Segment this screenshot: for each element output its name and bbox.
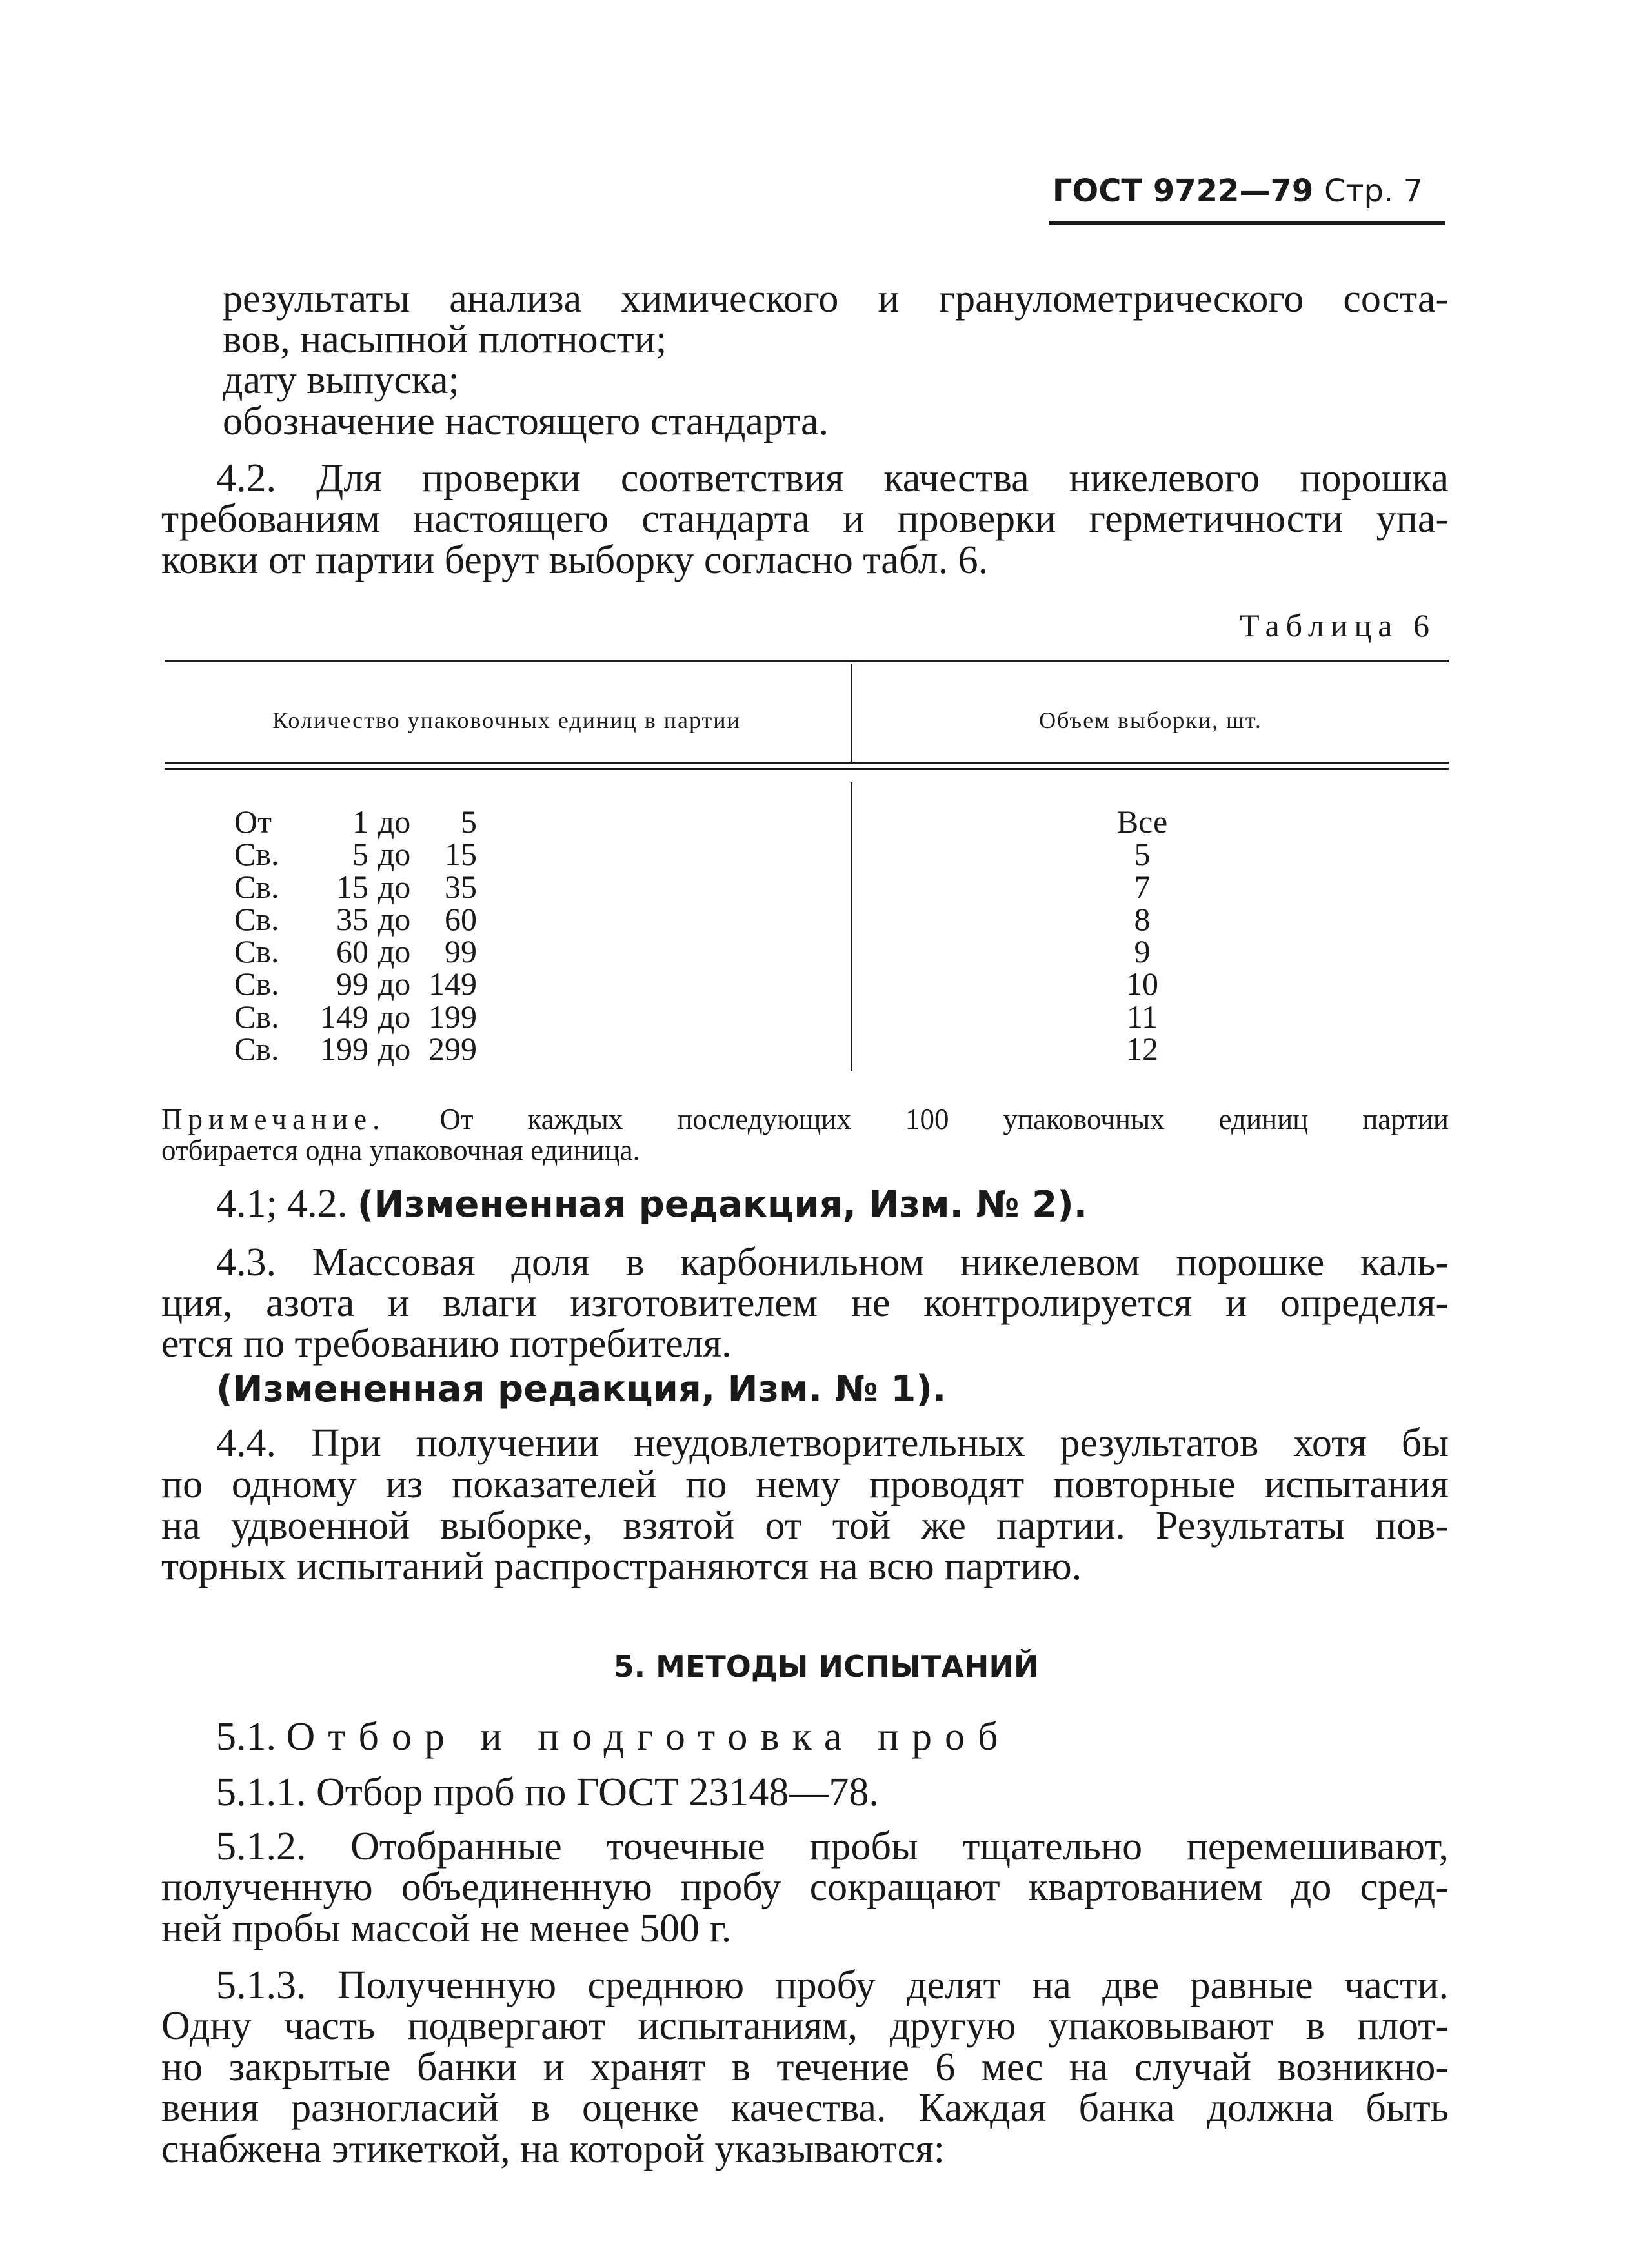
paragraph-5-1-2-line: 5.1.2. Отобранные точечные пробы тщательно перемешивают, bbox=[216, 1825, 1449, 1869]
table-header-rule bbox=[165, 768, 1449, 770]
note-label: Примечание. bbox=[161, 1103, 386, 1135]
paragraph-line: обозначение настоящего стандарта. bbox=[223, 400, 829, 443]
table-header-col1: Количество упаковочных единиц в партии bbox=[272, 707, 741, 733]
paragraph-5-1-3-line: но закрытые банки и хранят в течение 6 мес на случай возникно- bbox=[161, 2045, 1449, 2089]
paragraph-4-4-line: торных испытаний распространяются на всю партию. bbox=[161, 1545, 1082, 1588]
table-col2 bbox=[1097, 804, 1187, 1068]
table-row: Св. 99 до 149 bbox=[234, 966, 477, 1002]
paragraph-5-1-3-line: снабжена этикеткой, на которой указываются: bbox=[161, 2127, 945, 2171]
table-row: Св. 60 до 99 bbox=[234, 933, 477, 970]
table-cell: 8 bbox=[1134, 900, 1151, 937]
note-text: От каждых последующих 100 упаковочных единиц партии bbox=[439, 1103, 1449, 1135]
table-col1 bbox=[234, 804, 477, 1068]
gost-number: ГОСТ 9722—79 bbox=[1052, 173, 1314, 209]
table-header-col2: Объем выборки, шт. bbox=[1039, 707, 1262, 733]
table-cell: 10 bbox=[1126, 966, 1158, 1002]
table-row: Св. 149 до 199 bbox=[234, 998, 477, 1035]
paragraph-4-3-line: ется по требованию потребителя. bbox=[161, 1322, 732, 1366]
table-row: Св. 35 до 60 bbox=[234, 900, 477, 937]
paragraph-4-4-line: на удвоенной выборке, взятой от той же партии. Результаты пов- bbox=[161, 1504, 1449, 1548]
paragraph-line: результаты анализа химического и гранулометрического соста- bbox=[223, 277, 1449, 321]
change-label: (Измененная редакция, Изм. № 2). bbox=[357, 1184, 1087, 1226]
paragraph-5-1-2-line: полученную объединенную пробу сокращают квартованием до сред- bbox=[161, 1865, 1449, 1909]
header-rule bbox=[1049, 221, 1446, 225]
page-number: Стр. 7 bbox=[1324, 173, 1423, 209]
table-header-rule bbox=[165, 762, 1449, 764]
paragraph-4-3-line: ция, азота и влаги изготовителем не контролируется и определя- bbox=[161, 1281, 1449, 1325]
table-cell: 7 bbox=[1134, 868, 1151, 905]
section-title: 5. МЕТОДЫ ИСПЫТАНИЙ bbox=[613, 1649, 1039, 1684]
table-cell: 9 bbox=[1134, 933, 1151, 970]
subsection-title: 5.1. Отбор и подготовка проб bbox=[216, 1715, 1011, 1759]
table-body-divider bbox=[851, 782, 852, 1071]
paragraph-4-2-line: требованиям настоящего стандарта и проверки герметичности упа- bbox=[161, 497, 1449, 541]
table-cell: 5 bbox=[1134, 836, 1151, 873]
paragraph-5-1-2-line: ней пробы массой не менее 500 г. bbox=[161, 1907, 732, 1950]
paragraph-4-2-line: 4.2. Для проверки соответствия качества никелевого порошка bbox=[216, 456, 1449, 500]
table-caption: Таблица 6 bbox=[1240, 607, 1436, 643]
change-prefix: 4.1; 4.2. bbox=[216, 1182, 348, 1226]
paragraph-4-2-line: ковки от партии берут выборку согласно табл. 6. bbox=[161, 538, 989, 582]
table-row: От 1 до 5 bbox=[234, 804, 477, 840]
table-cell: Все bbox=[1116, 804, 1168, 840]
subsection-heading: Отбор и подготовка проб bbox=[286, 1715, 1011, 1759]
change-label: (Измененная редакция, Изм. № 1). bbox=[216, 1368, 947, 1410]
table-row: Св. 15 до 35 bbox=[234, 868, 477, 905]
paragraph-5-1-3-line: вения разногласий в оценке качества. Каждая банка должна быть bbox=[161, 2086, 1449, 2130]
paragraph-5-1-3-line: Одну часть подвергают испытаниям, другую упаковывают в плот- bbox=[161, 2004, 1449, 2048]
table-cell: 11 bbox=[1126, 998, 1158, 1035]
paragraph-line: вов, насыпной плотности; bbox=[223, 318, 667, 361]
table-note bbox=[161, 1104, 1449, 1135]
paragraph-line: дату выпуска; bbox=[223, 358, 459, 402]
table-row: Св. 5 до 15 bbox=[234, 836, 477, 873]
note-text: отбирается одна упаковочная единица. bbox=[161, 1134, 640, 1166]
paragraph-5-1-1: 5.1.1. Отбор проб по ГОСТ 23148—78. bbox=[216, 1770, 879, 1814]
paragraph-4-3-line: 4.3. Массовая доля в карбонильном никелевом порошке каль- bbox=[216, 1241, 1449, 1284]
page-header bbox=[1053, 173, 1423, 209]
table-top-rule bbox=[165, 660, 1449, 662]
paragraph-5-1-3-line: 5.1.3. Полученную среднюю пробу делят на две равные части. bbox=[216, 1963, 1449, 2007]
paragraph-4-4-line: 4.4. При получении неудовлетворительных результатов хотя бы bbox=[216, 1421, 1449, 1465]
table-cell: 12 bbox=[1126, 1031, 1158, 1068]
paragraph-4-4-line: по одному из показателей по нему проводят повторные испытания bbox=[161, 1463, 1449, 1506]
change-note bbox=[216, 1184, 1087, 1225]
table-row: Св. 199 до 299 bbox=[234, 1031, 477, 1068]
